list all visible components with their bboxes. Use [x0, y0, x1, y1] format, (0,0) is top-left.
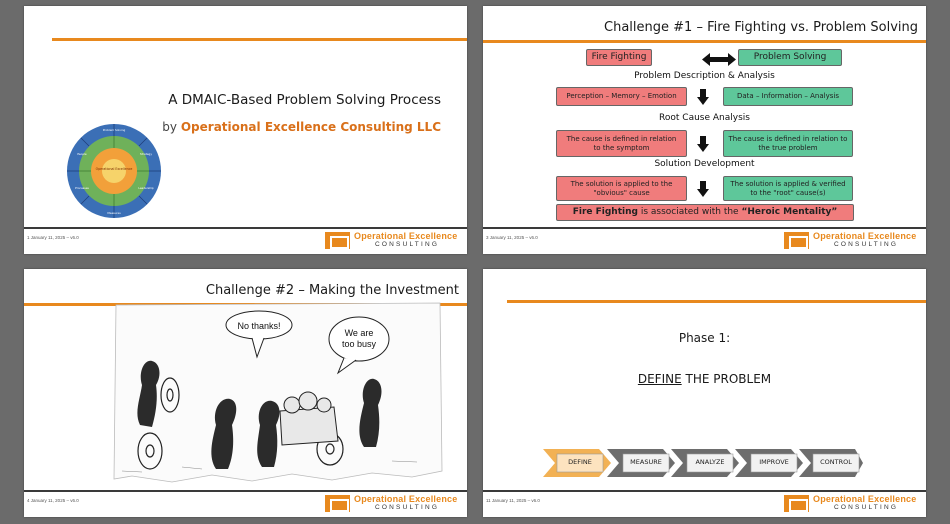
logo-line1: Operational Excellence: [354, 494, 458, 504]
bubble-we-are: We are: [344, 328, 374, 338]
logo-line1: Operational Excellence: [354, 231, 458, 241]
slide-footer: 4 January 11, 2025 – v6.0: [27, 498, 79, 503]
bottom-rule: [483, 227, 926, 229]
logo-icon: [784, 495, 809, 512]
slide-byline: by Operational Excellence Consulting LLC: [162, 120, 441, 134]
logo-line2: CONSULTING: [375, 241, 440, 248]
caveman-cartoon-image: [112, 301, 444, 486]
logo-line2: CONSULTING: [834, 241, 899, 248]
slide-1-thumbnail[interactable]: [24, 6, 467, 254]
step-control: CONTROL: [820, 458, 852, 466]
top-accent-rule: [52, 38, 467, 41]
arrow-down-icon: [697, 89, 709, 105]
section-heading: Problem Description & Analysis: [634, 71, 775, 81]
top-accent-rule: [507, 300, 926, 303]
logo-line1: Operational Excellence: [813, 494, 917, 504]
slide-4-thumbnail[interactable]: [24, 269, 467, 517]
slide-footer: 1 January 11, 2025 – v6.0: [27, 235, 79, 240]
slide-3-thumbnail[interactable]: [483, 6, 926, 254]
phase-subtitle: DEFINE THE PROBLEM: [637, 372, 772, 386]
company-logo: [784, 494, 919, 514]
top-accent-rule: [483, 40, 926, 43]
logo-line2: CONSULTING: [375, 504, 440, 511]
problem-solving-item: The cause is defined in relation to the true problem: [723, 130, 853, 157]
wheel-center-label: Operational Excellence: [95, 167, 133, 171]
heroic-mentality-banner: Fire Fighting is associated with the “Heroic Mentality”: [556, 204, 854, 221]
logo-icon: [784, 232, 809, 249]
operational-excellence-wheel: [66, 123, 162, 219]
bubble-no-thanks: No thanks!: [237, 321, 281, 331]
bubble-too-busy: too busy: [341, 339, 377, 349]
problem-solving-item: The solution is applied & verified to the "root" cause(s): [723, 176, 853, 201]
logo-icon: [325, 495, 350, 512]
slide-title: A DMAIC-Based Problem Solving Process: [168, 92, 441, 108]
problem-solving-item: Data – Information – Analysis: [723, 87, 853, 106]
bottom-rule: [24, 490, 467, 492]
company-logo: [325, 494, 460, 514]
slide-footer: 3 January 11, 2025 – v6.0: [486, 235, 538, 240]
bottom-rule: [24, 227, 467, 229]
wheel-ring-label: Strategy: [140, 152, 152, 156]
slide-11-thumbnail[interactable]: [483, 269, 926, 517]
logo-line2: CONSULTING: [834, 504, 899, 511]
company-logo: [325, 231, 460, 251]
section-heading: Solution Development: [654, 159, 755, 169]
arrow-down-icon: [697, 136, 709, 152]
wheel-ring-label: Measures: [107, 211, 121, 215]
wheel-ring-label: Processes: [75, 186, 89, 190]
company-logo: [784, 231, 919, 251]
step-improve: IMPROVE: [759, 458, 789, 466]
phase-title: Phase 1:: [678, 331, 731, 345]
fire-fighting-item: Perception – Memory – Emotion: [556, 87, 687, 106]
wheel-ring-label: People: [77, 152, 87, 156]
wheel-ring-label: Leadership: [138, 186, 154, 190]
double-arrow-icon: [702, 53, 736, 66]
fire-fighting-item: The solution is applied to the "obvious" cause: [556, 176, 687, 201]
step-analyze: ANALYZE: [695, 458, 725, 466]
wheel-ring-label: Problem Solving: [102, 128, 126, 132]
logo-icon: [325, 232, 350, 249]
fire-fighting-box: Fire Fighting: [586, 49, 652, 66]
slide-title: Challenge #2 – Making the Investment: [205, 283, 459, 298]
step-measure: MEASURE: [630, 458, 662, 466]
step-define: DEFINE: [568, 458, 592, 466]
arrow-down-icon: [697, 181, 709, 197]
problem-solving-box: Problem Solving: [738, 49, 842, 66]
slide-footer: 11 January 11, 2025 – v6.0: [486, 498, 540, 503]
logo-line1: Operational Excellence: [813, 231, 917, 241]
section-heading: Root Cause Analysis: [659, 113, 750, 123]
slide-title: Challenge #1 – Fire Fighting vs. Problem Solving: [604, 20, 918, 35]
fire-fighting-item: The cause is defined in relation to the symptom: [556, 130, 687, 157]
bottom-rule: [483, 490, 926, 492]
